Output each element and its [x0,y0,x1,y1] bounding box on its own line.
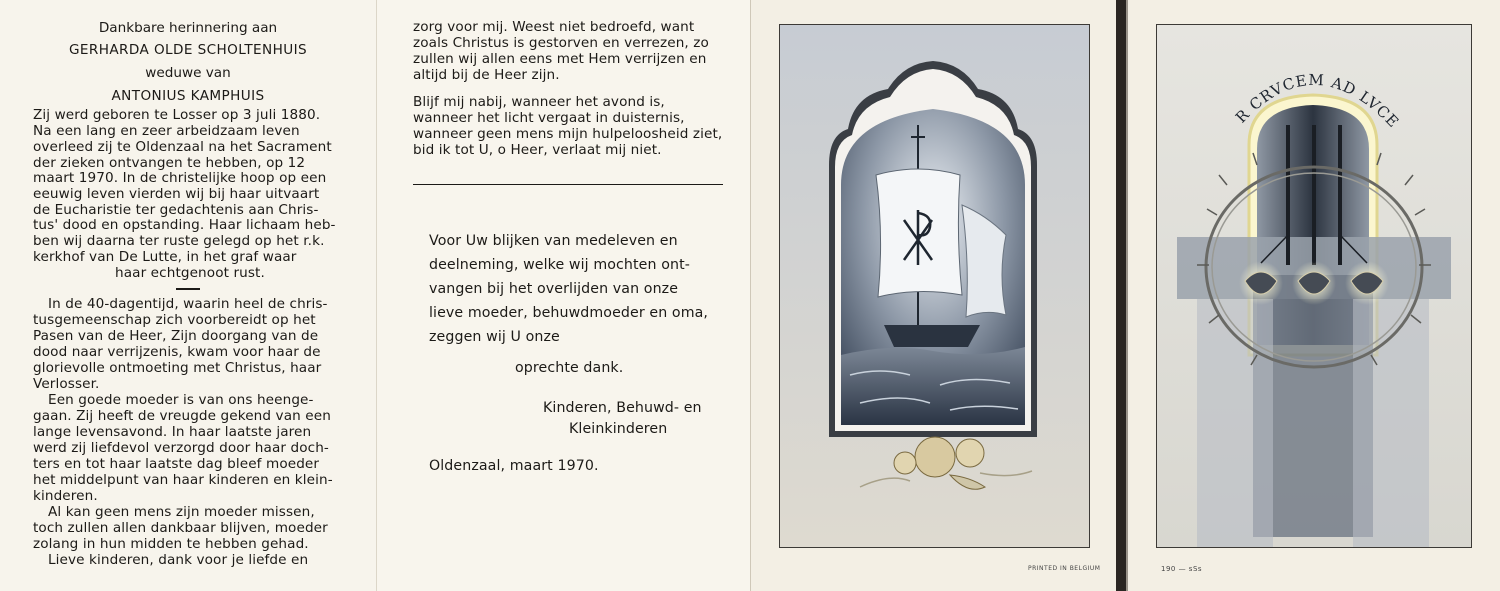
picture-frame [1148,11,1472,573]
motto-arc [1148,11,1471,135]
text-line: dood naar verrijzenis, kwam voor haar de [33,344,321,360]
text-line: Een goede moeder is van ons heenge- [48,392,314,408]
text-line: gaan. Zij heeft de vreugde gekend van een [33,408,331,424]
section-divider [176,288,200,290]
text-line: bid ik tot U, o Heer, verlaat mij niet. [413,142,662,158]
divider-rule [413,184,723,185]
text-line: zoals Christus is gestorven en verrezen, zo [413,35,709,51]
text-line: altijd bij de Heer zijn. [413,67,560,83]
printed-in-note: PRINTED IN BELGIUM [1028,565,1101,572]
text-line: Na een lang en zeer arbeidzaam leven [33,123,300,139]
text-line: toch zullen allen dankbaar blijven, moeder [33,520,328,536]
card-binding-edge [1116,0,1126,591]
text-line: zorg voor mij. Weest niet bedroefd, want [413,19,695,35]
widow-of-label: weduwe van [145,65,231,81]
text-line: wanneer het licht vergaat in duisternis, [413,110,685,126]
text-line: tus' dood en opstanding. Haar lichaam heb- [33,217,336,233]
husband-name: ANTONIUS KAMPHUIS [111,88,265,104]
text-line: ben wij daarna ter ruste gelegd op het r.k. [33,233,325,249]
ship-illustration [780,25,1089,547]
text-line: zeggen wij U onze [429,329,560,345]
text-line: Pasen van de Heer, Zijn doorgang van de [33,328,319,344]
text-line: lange levensavond. In haar laatste jaren [33,424,312,440]
text-line: haar echtgenoot rust. [115,265,265,281]
text-line: tusgemeenschap zich voorbereidt op het [33,312,316,328]
text-line: Zij werd geboren te Losser op 3 juli 1880. [33,107,321,123]
left-text-page [0,0,376,591]
text-line: het middelpunt van haar kinderen en klein- [33,472,333,488]
text-line: ters en tot haar laatste dag bleef moeder [33,456,320,472]
remembrance-heading: Dankbare herinnering aan [98,20,278,36]
middle-text-page [376,0,750,591]
text-line: wanneer geen mens mijn hulpeloosheid ziet, [413,126,723,142]
text-line: Lieve kinderen, dank voor je liefde en [48,552,309,568]
text-line: kinderen. [33,488,98,504]
text-line: maart 1970. In de christelijke hoop op een [33,170,327,186]
text-line: Al kan geen mens zijn moeder missen, [48,504,315,520]
motto-text: PER CRVCEM AD LVCEM [1148,11,1403,132]
thanks-closing: oprechte dank. [515,360,624,376]
text-line: Voor Uw blijken van medeleven en [429,233,678,249]
signature-line: Kleinkinderen [569,421,668,437]
text-line: deelneming, welke wij mochten ont- [429,257,690,273]
text-line: de Eucharistie ter gedachtenis aan Chris- [33,202,319,218]
text-line: overleed zij te Oldenzaal na het Sacrament [33,139,332,155]
text-line: werd zij liefdevol verzorgd door haar doch- [33,440,329,456]
cross-picture-page [1128,0,1500,591]
text-line: zolang in hun midden te hebben gehad. [33,536,309,552]
text-line: lieve moeder, behuwdmoeder en oma, [429,305,709,321]
ship-picture-page [750,0,1116,591]
text-line: eeuwig leven vierden wij bij haar uitvaart [33,186,320,202]
text-line: glorievolle ontmoeting met Christus, haar [33,360,322,376]
text-line: In de 40-dagentijd, waarin heel de chris- [48,296,328,312]
text-line: vangen bij het overlijden van onze [429,281,679,297]
text-line: der zieken ontvangen te hebben, op 12 [33,155,306,171]
text-line: Verlosser. [33,376,100,392]
text-line: kerkhof van De Lutte, in het graf waar [33,249,297,265]
print-code: 190 — sSs [1161,565,1203,573]
place-date: Oldenzaal, maart 1970. [429,458,599,474]
deceased-name: GERHARDA OLDE SCHOLTENHUIS [68,42,308,58]
picture-frame [779,24,1101,572]
signature-line: Kinderen, Behuwd- en [543,400,702,416]
text-line: zullen wij allen eens met Hem verrijzen en [413,51,707,67]
text-line: Blijf mij nabij, wanneer het avond is, [413,94,665,110]
svg-text:PER CRVCEM AD LVCEM [1149,11,1403,132]
